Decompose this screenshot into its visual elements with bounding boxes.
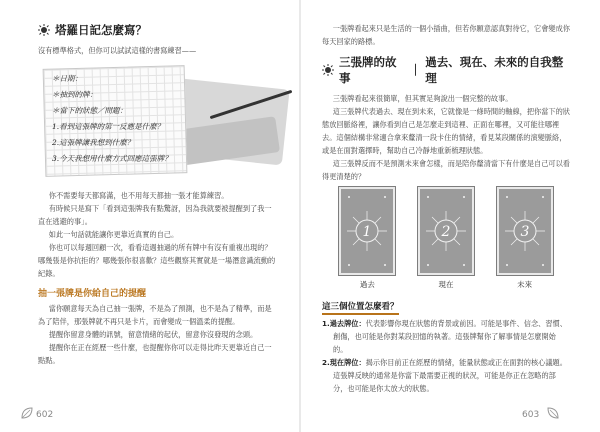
position-question: 這三個位置怎麼看？	[322, 300, 399, 315]
position-lead: 1.過去牌位：	[322, 319, 366, 328]
card-back-image	[418, 187, 474, 275]
tarot-card-future	[497, 187, 553, 290]
right-heading-part-a: 三張牌的故事	[339, 55, 397, 85]
left-heading	[38, 22, 278, 38]
body-paragraph: 你也可以每週回顧一次，看看這週抽過的所有牌中有沒有重複出現的？哪幾張是你抗拒的？哪幾張你很喜歡？這些觀察其實就是一場潛意識流動的紀錄。	[38, 243, 276, 278]
body-paragraph: 三張牌看起來很簡單，但其實足夠說出一個完整的故事。	[332, 94, 513, 103]
position-text: 揭示你目前正在經歷的情緒，能量狀態或正在面對的核心議題。這張牌反映的通常是你當下最需要正視的狀況，可能是你正在忽略的部分，也可能是你太放大的狀態。	[333, 358, 567, 393]
left-heading-text: 塔羅日記怎麼寫？	[55, 23, 147, 37]
card-back-image	[497, 187, 553, 275]
leaf-icon	[20, 406, 34, 420]
leaf-icon	[546, 406, 560, 420]
position-item	[322, 356, 570, 395]
intro-text: 沒有標準格式，但你可以試試這樣的書寫練習——	[38, 46, 197, 55]
card-numeral: 1	[362, 224, 372, 240]
sun-icon	[322, 64, 334, 76]
body-paragraph: 這三張牌反而不是預測未來會怎樣，而是陪你釐清當下有什麼是自己可以看得更清楚的？	[322, 159, 570, 181]
card-numeral: 3	[520, 224, 530, 240]
body-paragraph: 這三張牌代表過去、現在到未來，它就像是一條時間的軸線，把你當下的狀態放回脈絡裡，讓你看到自己是怎麼走到這裡、正面在哪裡，又可能往哪裡去。這個結構非常適合拿來釐清一段卡住的情緒，看見某段關係的演變脈絡，或是在面對選擇時，幫助自己冷靜地重新梳理狀態。	[322, 107, 570, 155]
note-line-date: ＊日期：	[52, 74, 82, 83]
position-item	[322, 317, 570, 356]
note-line-card: ＊抽到的牌：	[52, 90, 97, 99]
body-paragraph: 如此一句話就能讓你更靠近真實的自己。	[48, 230, 179, 239]
card-back-image	[339, 187, 395, 275]
body-paragraph: 提醒你在正在經歷一些什麼，也提醒你你可以走得比昨天更靠近自己一點點。	[38, 343, 272, 365]
body-paragraph: 你不需要每天都寫滿，也不用每天都抽一張才能算練習。	[48, 191, 229, 200]
right-heading	[322, 54, 570, 86]
card-numeral: 2	[441, 224, 451, 240]
right-page	[300, 0, 600, 432]
body-paragraph: 提醒你留意身體的訊號，留意情緒的起伏，留意你沒發現的念頭。	[48, 330, 258, 339]
sun-icon	[38, 24, 50, 36]
heading-separator: ｜	[409, 63, 422, 77]
note-line-q2: 2.這張牌讓我想到什麼？	[52, 138, 135, 147]
body-paragraph: 當你願意每天為自己抽一張牌，不是為了預測，也不是為了精準，而是為了陪伴，那張牌就不再只是卡片，而會變成一個溫柔的提醒。	[38, 304, 272, 326]
subheading: 抽一張牌是你給自己的提醒	[38, 289, 147, 299]
tarot-card-past	[339, 187, 395, 290]
card-label: 過去	[359, 280, 375, 289]
position-lead: 2.現在牌位：	[322, 358, 366, 367]
note-line-state: ＊當下的狀態／問題：	[52, 106, 127, 115]
body-paragraph: 有時候只是寫下「看到這張牌我有點驚訝，因為我就要被提醒到了我一直在逃避的事」。	[38, 204, 272, 226]
three-card-spread	[328, 187, 564, 290]
tarot-card-present	[418, 187, 474, 290]
journal-illustration	[38, 63, 278, 181]
page-number-left: 602	[36, 410, 54, 420]
note-line-q1: 1.看到這張牌的第一反應是什麼？	[52, 122, 165, 131]
position-text: 代表影響你現在狀態的背景或前因。可能是事件、信念、習慣、創傷，也可能是你對某段回憶的執著。這張牌幫你了解事情是怎麼開始的。	[333, 319, 567, 354]
page-number-right: 603	[522, 410, 540, 420]
card-label: 未來	[517, 280, 533, 289]
right-heading-part-b: 過去、現在、未來的自我整理	[425, 55, 564, 85]
card-label: 現在	[438, 280, 454, 289]
body-paragraph: 一張牌看起來只是生活的一個小插曲，但若你願意認真對待它，它會變成你每天回家的路標。	[322, 24, 570, 46]
note-line-q3: 3.今天我想用什麼方式回應這張牌？	[52, 154, 172, 163]
